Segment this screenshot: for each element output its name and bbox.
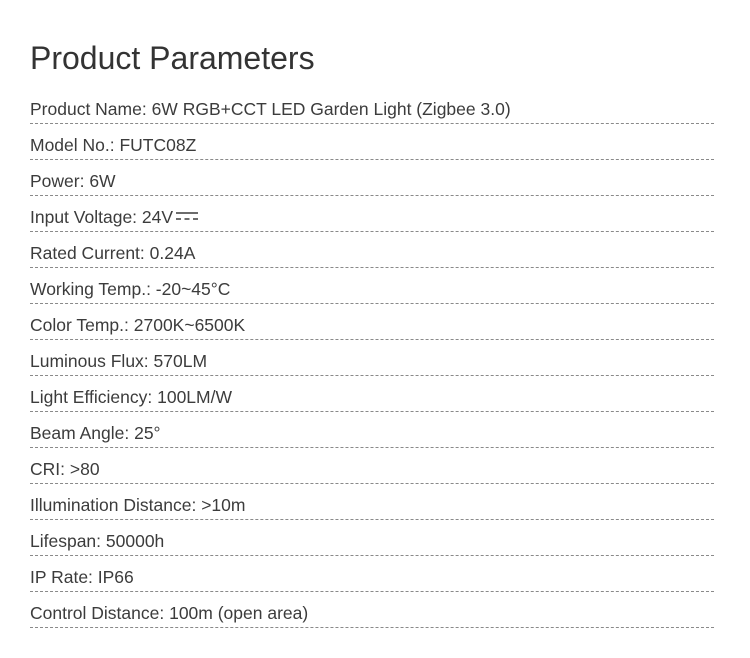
parameter-text: Lifespan: 50000h (30, 531, 165, 551)
parameter-row-light-efficiency (30, 376, 714, 412)
parameter-row-lifespan (30, 520, 714, 556)
parameter-list (30, 88, 714, 628)
parameter-row-power (30, 160, 714, 196)
parameter-text: Color Temp.: 2700K~6500K (30, 315, 246, 335)
parameter-row-control-distance (30, 592, 714, 628)
parameter-text: Control Distance: 100m (open area) (30, 603, 309, 623)
parameter-text: Working Temp.: -20~45°C (30, 279, 231, 299)
dc-voltage-icon (176, 211, 198, 221)
parameter-row-luminous-flux (30, 340, 714, 376)
parameter-text: Illumination Distance: >10m (30, 495, 246, 515)
parameter-row-model-no (30, 124, 714, 160)
parameter-row-ip-rate (30, 556, 714, 592)
parameter-row-illumination-distance (30, 484, 714, 520)
parameter-row-input-voltage (30, 196, 714, 232)
parameter-text: Light Efficiency: 100LM/W (30, 387, 232, 407)
parameter-text: Luminous Flux: 570LM (30, 351, 208, 371)
parameter-text: Power: 6W (30, 171, 116, 191)
parameter-text: Rated Current: 0.24A (30, 243, 196, 263)
parameter-text: Model No.: FUTC08Z (30, 135, 197, 155)
parameter-row-rated-current (30, 232, 714, 268)
parameter-text: IP Rate: IP66 (30, 567, 134, 587)
parameter-row-product-name (30, 88, 714, 124)
parameter-row-beam-angle (30, 412, 714, 448)
parameter-text-wrapper (30, 207, 198, 227)
parameter-text: Input Voltage: 24V (30, 207, 174, 227)
parameter-text: Beam Angle: 25° (30, 423, 161, 443)
page-title: Product Parameters (30, 40, 315, 76)
parameter-text: Product Name: 6W RGB+CCT LED Garden Light (Zigbee 3.0) (30, 99, 511, 119)
parameter-row-working-temp (30, 268, 714, 304)
parameter-text: CRI: >80 (30, 459, 100, 479)
parameter-row-cri (30, 448, 714, 484)
parameter-row-color-temp (30, 304, 714, 340)
